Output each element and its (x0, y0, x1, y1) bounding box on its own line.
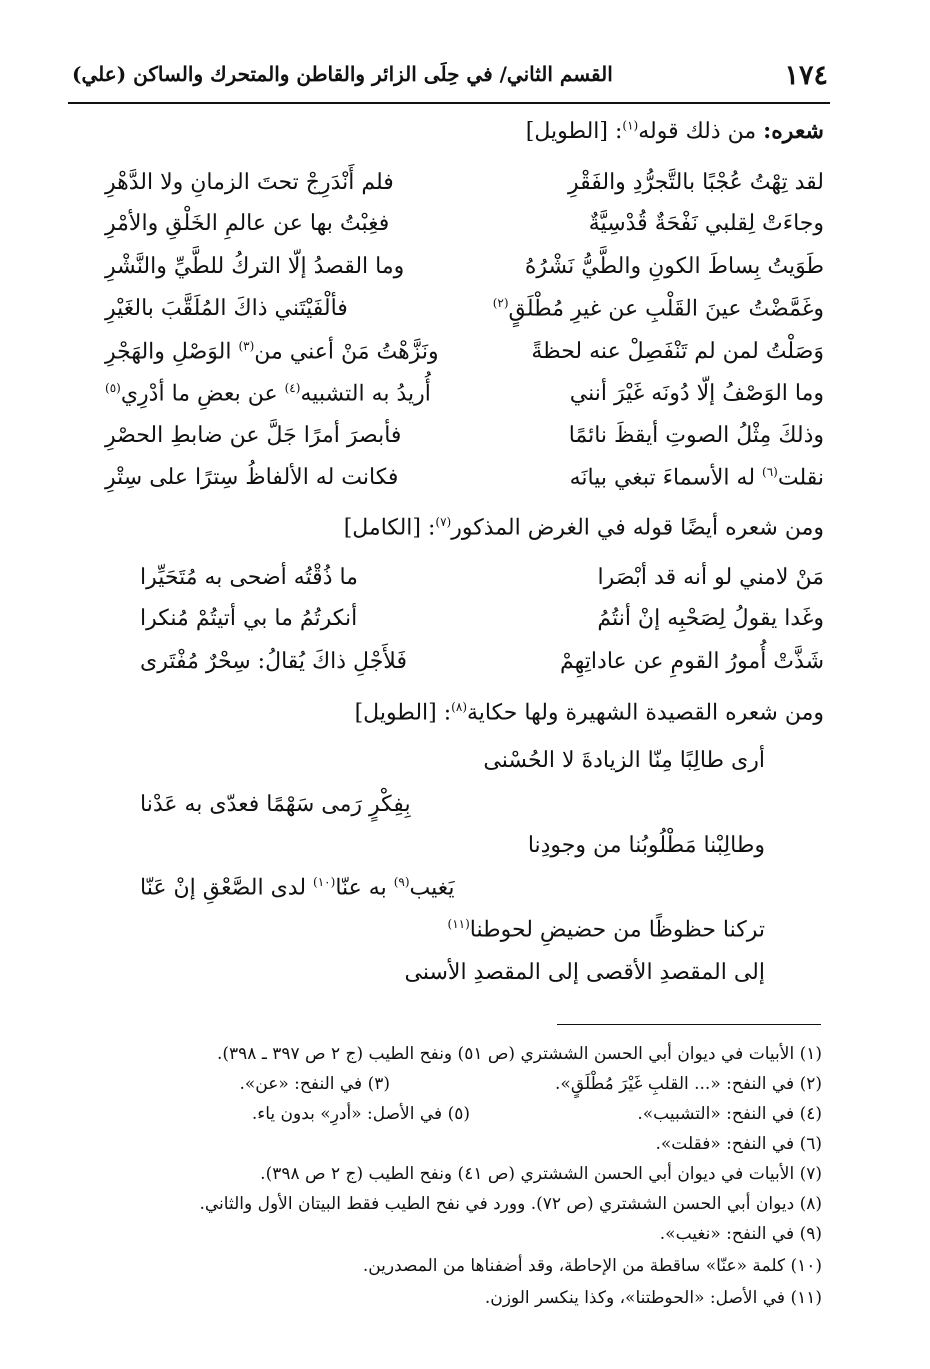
poem1-verse1-first-hemistich: لقد تِهْتُ عُجْبًا بالتَّجرُّدِ والفَقْرِ (567, 170, 824, 195)
poem1-verse8-first-b: له الأسماءَ تبغي بيانَه (569, 465, 763, 491)
poem3-line5-text: تركنا حظوظًا من حضيضِ لحوطنا (469, 917, 765, 943)
poem1-verse5-second-hemistich (105, 339, 439, 364)
poem2-verse1-first-hemistich: مَنْ لامني لو أنه قد أبْصَرا (597, 565, 824, 590)
footnote-ref-8: (٨) (451, 700, 467, 714)
poem1-verse4-second-hemistich: فألْفَيْتَني ذاكَ المُلَقَّبَ بالغَيْرِ (105, 296, 348, 321)
poem1-verse6-second-a: أُريدُ به التشبيه (300, 381, 431, 407)
footnote-ref-11: (١١) (447, 917, 470, 931)
footnote-ref-6: (٦) (762, 465, 778, 479)
poem3-line1: أرى طالِبًا مِنّا الزيادةَ لا الحُسْنى (483, 748, 765, 773)
poem2-verse1-second-hemistich: ما ذُقْتُه أضحى به مُتَحَيِّرا (140, 565, 358, 590)
footnote-ref-4: (٤) (284, 381, 301, 395)
footnote-11: (١١) في الأصل: «الحوطتنا»، وكذا ينكسر الوزن. (484, 1288, 822, 1308)
poem3-line4-b: به عنّا (335, 875, 394, 901)
poem1-verse4-first-hemistich (493, 296, 824, 321)
footnote-6: (٦) في النفح: «فقلت». (655, 1134, 822, 1154)
poem2-verse2-first-hemistich: وغَدا يقولُ لِصَحْبِه إنْ أنتُمُ (597, 606, 824, 631)
footnote-8: (٨) ديوان أبي الحسن الششتري (ص ٧٢). وورد في نفح الطيب فقط البيتان الأول والثاني. (199, 1194, 822, 1214)
header-rule (68, 102, 830, 104)
poem3-line2: بِفِكْرٍ رَمى سَهْمًا فعدّى به عَدْنا (140, 792, 411, 817)
poem1-meter: : [الطويل] (525, 119, 623, 144)
poem1-verse2-second-hemistich: فغِبْتُ بها عن عالمِ الخَلْقِ والأمْرِ (105, 211, 390, 236)
footnote-4: (٤) في النفح: «التشبيب». (637, 1104, 822, 1124)
footnote-rule (557, 1024, 821, 1025)
poem1-verse7-second-hemistich: فأبصرَ أمرًا جَلَّ عن ضابطِ الحصْرِ (105, 423, 402, 448)
running-header: القسم الثاني/ في حِلَى الزائر والقاطن والمتحرك والساكن (علي) (72, 62, 613, 86)
poem3-line4-c: لدى الصَّعْقِ إنْ عَنّا (140, 875, 314, 901)
poem3-line3: وطالِبْنا مَطْلُوبُنا من وجودِنا (527, 833, 765, 858)
poem3-line4 (140, 875, 455, 900)
poem2-intro-text: ومن شعره أيضًا قوله في الغرض المذكور (451, 515, 824, 541)
poem1-verse6-second-b: عن بعضِ ما أدْرِي (120, 381, 285, 407)
poem1-verse6-first-hemistich: وما الوَصْفُ إلّا دُونَه غَيْرَ أنني (569, 381, 824, 406)
footnote-ref-10: (١٠) (313, 875, 336, 889)
poem3-intro-text: ومن شعره القصيدة الشهيرة ولها حكاية (467, 700, 824, 726)
poem1-intro-label: شعره: (763, 118, 824, 144)
poem3-line6: إلى المقصدِ الأقصى إلى المقصدِ الأسنى (404, 960, 765, 985)
poem1-verse1-second-hemistich: فلم أَنْدَرِجْ تحتَ الزمانِ ولا الدَّهْرِ (105, 170, 394, 195)
footnote-ref-2: (٢) (492, 296, 509, 310)
poem1-verse5-second-a: ونَزَّهْتُ مَنْ أعني من (254, 339, 439, 365)
poem2-meter: : [الكامل] (343, 515, 436, 541)
poem1-verse8-first-hemistich (570, 465, 824, 490)
poem2-intro (344, 515, 824, 540)
footnote-9: (٩) في النفح: «نغيب». (659, 1224, 822, 1244)
footnote-ref-9: (٩) (393, 875, 410, 889)
poem1-verse5-second-b: الوَصْلِ والهَجْرِ (105, 339, 239, 365)
poem2-verse3-first-hemistich: شَذَّتْ أُمورُ القومِ عن عاداتِهِمْ (560, 649, 824, 674)
footnote-ref-7: (٧) (435, 515, 452, 529)
footnote-7: (٧) الأبيات في ديوان أبي الحسن الششتري (ص ٤١) ونفح الطيب (ج ٢ ص ٣٩٨). (260, 1164, 822, 1184)
poem1-verse5-first-hemistich: وَصَلْتُ لمن لم تَنْفَصِلْ عنه لحظةً (531, 339, 824, 364)
poem1-verse2-first-hemistich: وجاءَتْ لِقلبي نَفْحَةٌ قُدْسِيَّةٌ (588, 211, 824, 236)
poem2-verse3-second-hemistich: فَلأَجْلِ ذاكَ يُقالُ: سِحْرٌ مُفْتَرى (140, 649, 407, 674)
footnote-3: (٣) في النفح: «عن». (239, 1074, 390, 1094)
poem1-verse7-first-hemistich: وذلكَ مِثْلُ الصوتِ أيقظَ نائمًا (568, 423, 824, 448)
poem2-verse2-second-hemistich: أنكرتُمُ ما بي أتيتُمْ مُنكرا (140, 606, 358, 631)
footnote-ref-3: (٣) (238, 339, 255, 353)
footnote-ref-1: (١) (622, 118, 639, 133)
poem3-line5 (448, 917, 765, 942)
footnote-10: (١٠) كلمة «عنّا» ساقطة من الإحاطة، وقد أضفناها من المصدرين. (362, 1256, 822, 1276)
poem3-intro (355, 700, 824, 725)
footnote-2: (٢) في النفح: «... القلبِ غَيْرَ مُطْلَقٍ». (555, 1074, 822, 1094)
poem1-verse6-second-hemistich (105, 381, 431, 406)
poem1-verse3-second-hemistich: وما القصدُ إلّا التركُ للطَّيِّ والنَّشْرِ (105, 254, 405, 279)
poem1-intro (526, 118, 824, 144)
footnote-5: (٥) في الأصل: «أدرِ» بدون ياء. (251, 1104, 470, 1124)
poem1-intro-text: من ذلك قوله (638, 119, 764, 144)
page-number: ١٧٤ (784, 60, 828, 91)
poem1-verse8-first-a: نقلت (777, 465, 824, 491)
poem3-line4-a: يَغيب (409, 875, 455, 901)
poem1-verse8-second-hemistich: فكانت له الألفاظُ سِترًا على سِتْرِ (105, 465, 399, 490)
footnote-ref-5: (٥) (105, 381, 121, 395)
footnote-1: (١) الأبيات في ديوان أبي الحسن الششتري (ص ٥١) ونفح الطيب (ج ٢ ص ٣٩٧ ـ ٣٩٨). (216, 1044, 822, 1064)
poem1-verse4-first-text: وغَمَّضْتُ عينَ القَلْبِ عن غيرِ مُطْلَقٍ (508, 296, 824, 322)
poem3-meter: : [الطويل] (354, 700, 452, 726)
poem1-verse3-first-hemistich: طَوَيتُ بِساطَ الكونِ والطَّيُّ نَشْرُهُ (524, 254, 824, 279)
